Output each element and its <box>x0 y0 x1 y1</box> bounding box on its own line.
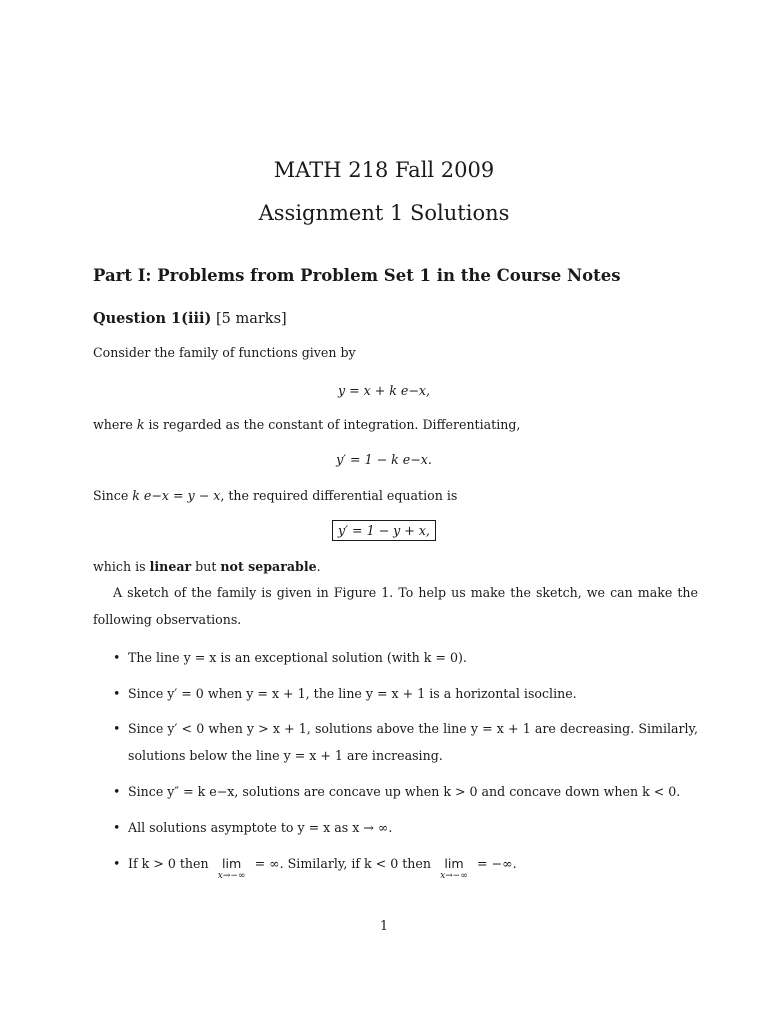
var-k: k <box>136 417 145 432</box>
observation-6-part-b: = ∞. Similarly, if k < 0 then <box>254 856 431 871</box>
not-separable-label: not separable <box>220 559 317 574</box>
derivative-equation: y′ = 1 − k e−x. <box>336 452 432 467</box>
observation-6-part-c: = −∞. <box>477 856 517 871</box>
since-expression: k e−x = y − x <box>132 488 221 503</box>
bullet-marker: • <box>113 820 121 835</box>
since-text-a: Since <box>93 488 133 503</box>
period-text: . <box>316 559 321 574</box>
but-text: but <box>191 559 221 574</box>
boxed-equation-row <box>0 520 768 541</box>
observation-6 <box>128 856 517 881</box>
part-heading: Part I: Problems from Problem Set 1 in the Course Notes <box>93 266 621 285</box>
boxed-differential-equation: y′ = 1 − y + x, <box>332 520 436 541</box>
sketch-paragraph-line2: following observations. <box>93 612 242 627</box>
bullet-marker: • <box>113 721 121 736</box>
question-heading <box>93 310 287 327</box>
which-is-text: which is <box>93 559 150 574</box>
observation-3-line1: Since y′ < 0 when y > x + 1, solutions above the line y = x + 1 are decreasing. Similarly, <box>128 721 698 736</box>
question-label: Question 1(iii) <box>93 310 212 327</box>
bullet-marker: • <box>113 856 121 871</box>
observation-1: The line y = x is an exceptional solution (with k = 0). <box>128 650 467 665</box>
where-text <box>93 417 520 432</box>
limit-word: lim <box>444 856 464 871</box>
classification-text <box>93 559 321 574</box>
limit-expression <box>435 856 473 881</box>
question-marks: [5 marks] <box>215 311 287 327</box>
page-number: 1 <box>379 918 388 933</box>
where-text-a: where <box>93 417 137 432</box>
since-text-b: , the required differential equation is <box>220 488 458 503</box>
where-text-b: is regarded as the constant of integration. Differentiating, <box>144 417 521 432</box>
family-equation: y = x + k e−x, <box>337 383 431 398</box>
intro-text: Consider the family of functions given by <box>93 345 356 360</box>
linear-label: linear <box>149 559 192 574</box>
bullet-marker: • <box>113 784 121 799</box>
limit-word: lim <box>221 856 242 871</box>
limit-subscript: x→−∞ <box>440 871 468 881</box>
observation-3-line2: solutions below the line y = x + 1 are increasing. <box>128 748 443 763</box>
bullet-marker: • <box>113 686 121 701</box>
limit-subscript: x→−∞ <box>217 871 246 881</box>
course-title: MATH 218 Fall 2009 <box>273 158 495 182</box>
bullet-marker: • <box>113 650 121 665</box>
sketch-paragraph-line1: A sketch of the family is given in Figure 1. To help us make the sketch, we can make the <box>113 585 698 600</box>
assignment-title: Assignment 1 Solutions <box>258 201 510 225</box>
limit-expression <box>213 856 251 881</box>
observation-6-part-a: If k > 0 then <box>128 856 209 871</box>
observation-4: Since y″ = k e−x, solutions are concave up when k > 0 and concave down when k < 0. <box>128 784 681 799</box>
observation-2: Since y′ = 0 when y = x + 1, the line y = x + 1 is a horizontal isocline. <box>128 686 577 701</box>
observation-5: All solutions asymptote to y = x as x → ∞. <box>128 820 393 835</box>
since-text <box>93 488 457 503</box>
